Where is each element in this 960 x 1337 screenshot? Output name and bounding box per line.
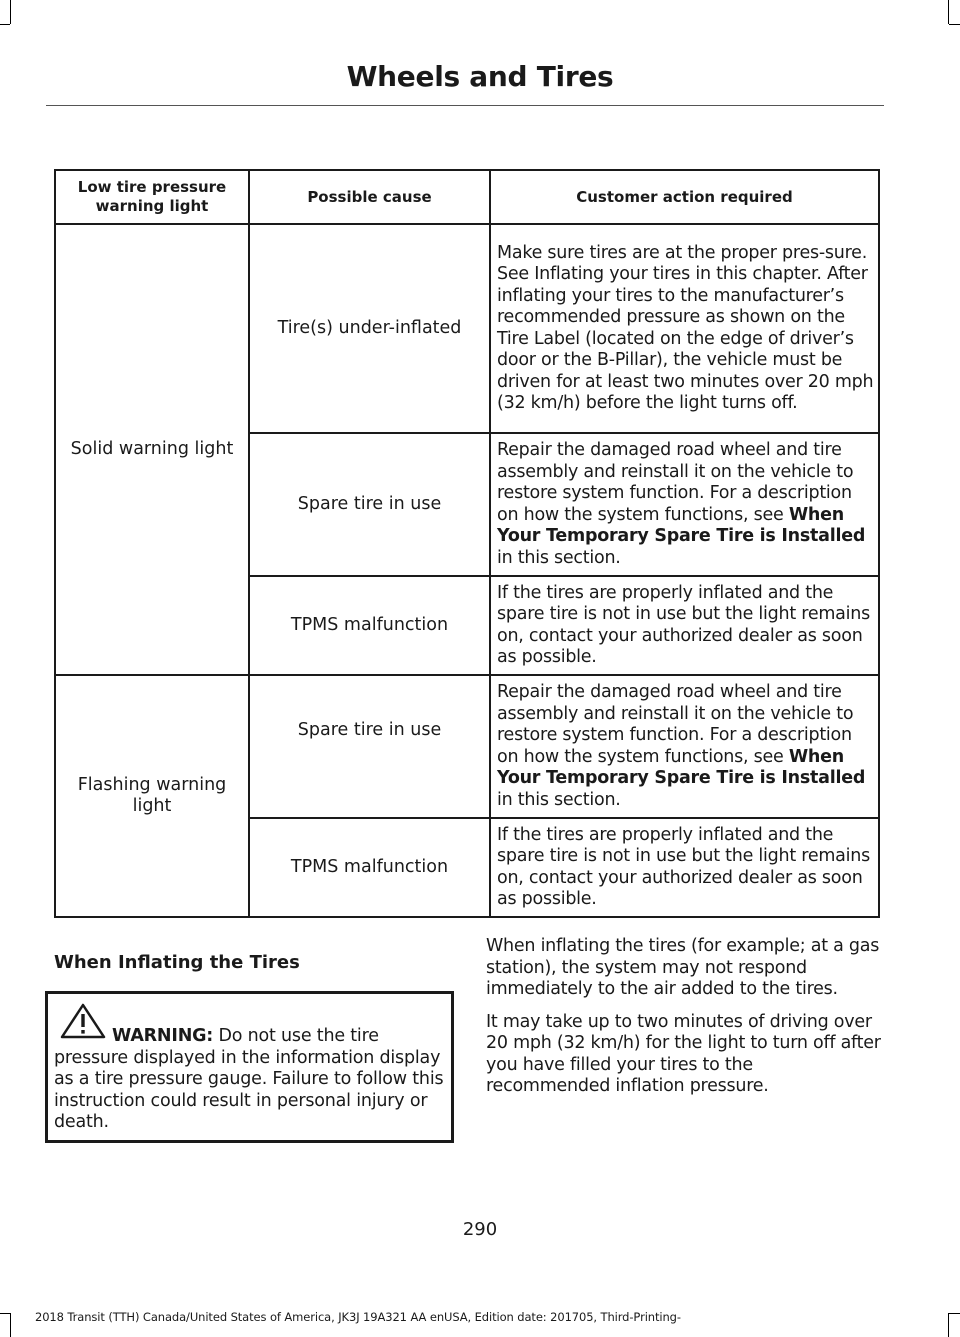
paragraph: When inflating the tires (for example; at a gas station), the system may not respond immediately to the air added to the tires. [486,936,880,999]
paragraph: It may take up to two minutes of driving over 20 mph (32 km/h) for the light to turn off after you have filled your tires to the recommended inflation pressure. [486,1011,881,1096]
cause-cell: Tire(s) under-inflated [249,224,490,433]
indicator-flashing: Flashing warning light [55,675,249,917]
action-cell [490,433,879,576]
table-row [55,675,879,818]
left-column [54,952,454,973]
title-divider [46,105,884,106]
action-text: Repair the damaged road wheel and tire assembly and reinstall it on the vehicle to restore system function. For a description on how the system functions, see [497,682,854,767]
warning-label: WARNING: [112,1026,214,1046]
section-heading: When Inflating the Tires [54,952,300,973]
crop-mark [948,0,949,24]
page-number: 290 [462,1219,498,1240]
cause-cell: Spare tire in use [249,675,490,818]
crop-mark [10,0,11,24]
indicator-solid: Solid warning light [55,224,249,675]
right-column [486,936,882,1109]
cause-cell: Spare tire in use [249,433,490,576]
action-cell: If the tires are properly inflated and the spare tire is not in use but the light remains on, contact your authorized dealer as soon as possible. [490,818,879,917]
action-cell: If the tires are properly inflated and the spare tire is not in use but the light remains on, contact your authorized dealer as soon as possible. [490,576,879,675]
action-cell [490,675,879,818]
table-row [55,224,879,433]
footer-edition-info: 2018 Transit (TTH) Canada/United States of America, JK3J 19A321 AA enUSA, Edition date: 201705, Third-Printing- [35,1310,681,1324]
cause-cell: TPMS malfunction [249,576,490,675]
header-possible-cause: Possible cause [249,170,490,224]
crop-mark [0,1313,10,1314]
crop-mark [949,1313,960,1314]
crop-mark [0,24,10,25]
action-text: Repair the damaged road wheel and tire assembly and reinstall it on the vehicle to restore system function. For a description on how the system functions, see [497,440,854,525]
tpms-warning-table [54,169,880,918]
warning-body: Do not use the tire pressure displayed in the information display as a tire pressure gauge. Failure to follow this instruction could result in personal injury or death. [54,1026,444,1132]
action-text: in this section. [497,789,621,810]
warning-text [54,1026,449,1134]
action-text: in this section. [497,547,621,568]
cause-cell: TPMS malfunction [249,818,490,917]
warning-box [45,991,454,1143]
header-customer-action: Customer action required [490,170,879,224]
crop-mark [948,1313,949,1337]
crop-mark [10,1313,11,1337]
action-cell: Make sure tires are at the proper pres-sure. See Inflating your tires in this chapter. After inflating your tires to the manufacturer’s recommended pressure as shown on the Tire Label (located on the edge of driver’s door or the B-Pillar), the vehicle must be driven for at least two minutes over 20 mph (32 km/h) before the light turns off. [490,224,879,433]
cross-reference-link[interactable]: When Your Temporary Spare Tire is Installed [497,746,866,788]
crop-mark [949,24,960,25]
cross-reference-link[interactable]: When Your Temporary Spare Tire is Installed [497,504,866,546]
header-warning-light: Low tire pressure warning light [55,170,249,224]
page-title: Wheels and Tires [346,60,614,93]
table-header-row [55,170,879,224]
